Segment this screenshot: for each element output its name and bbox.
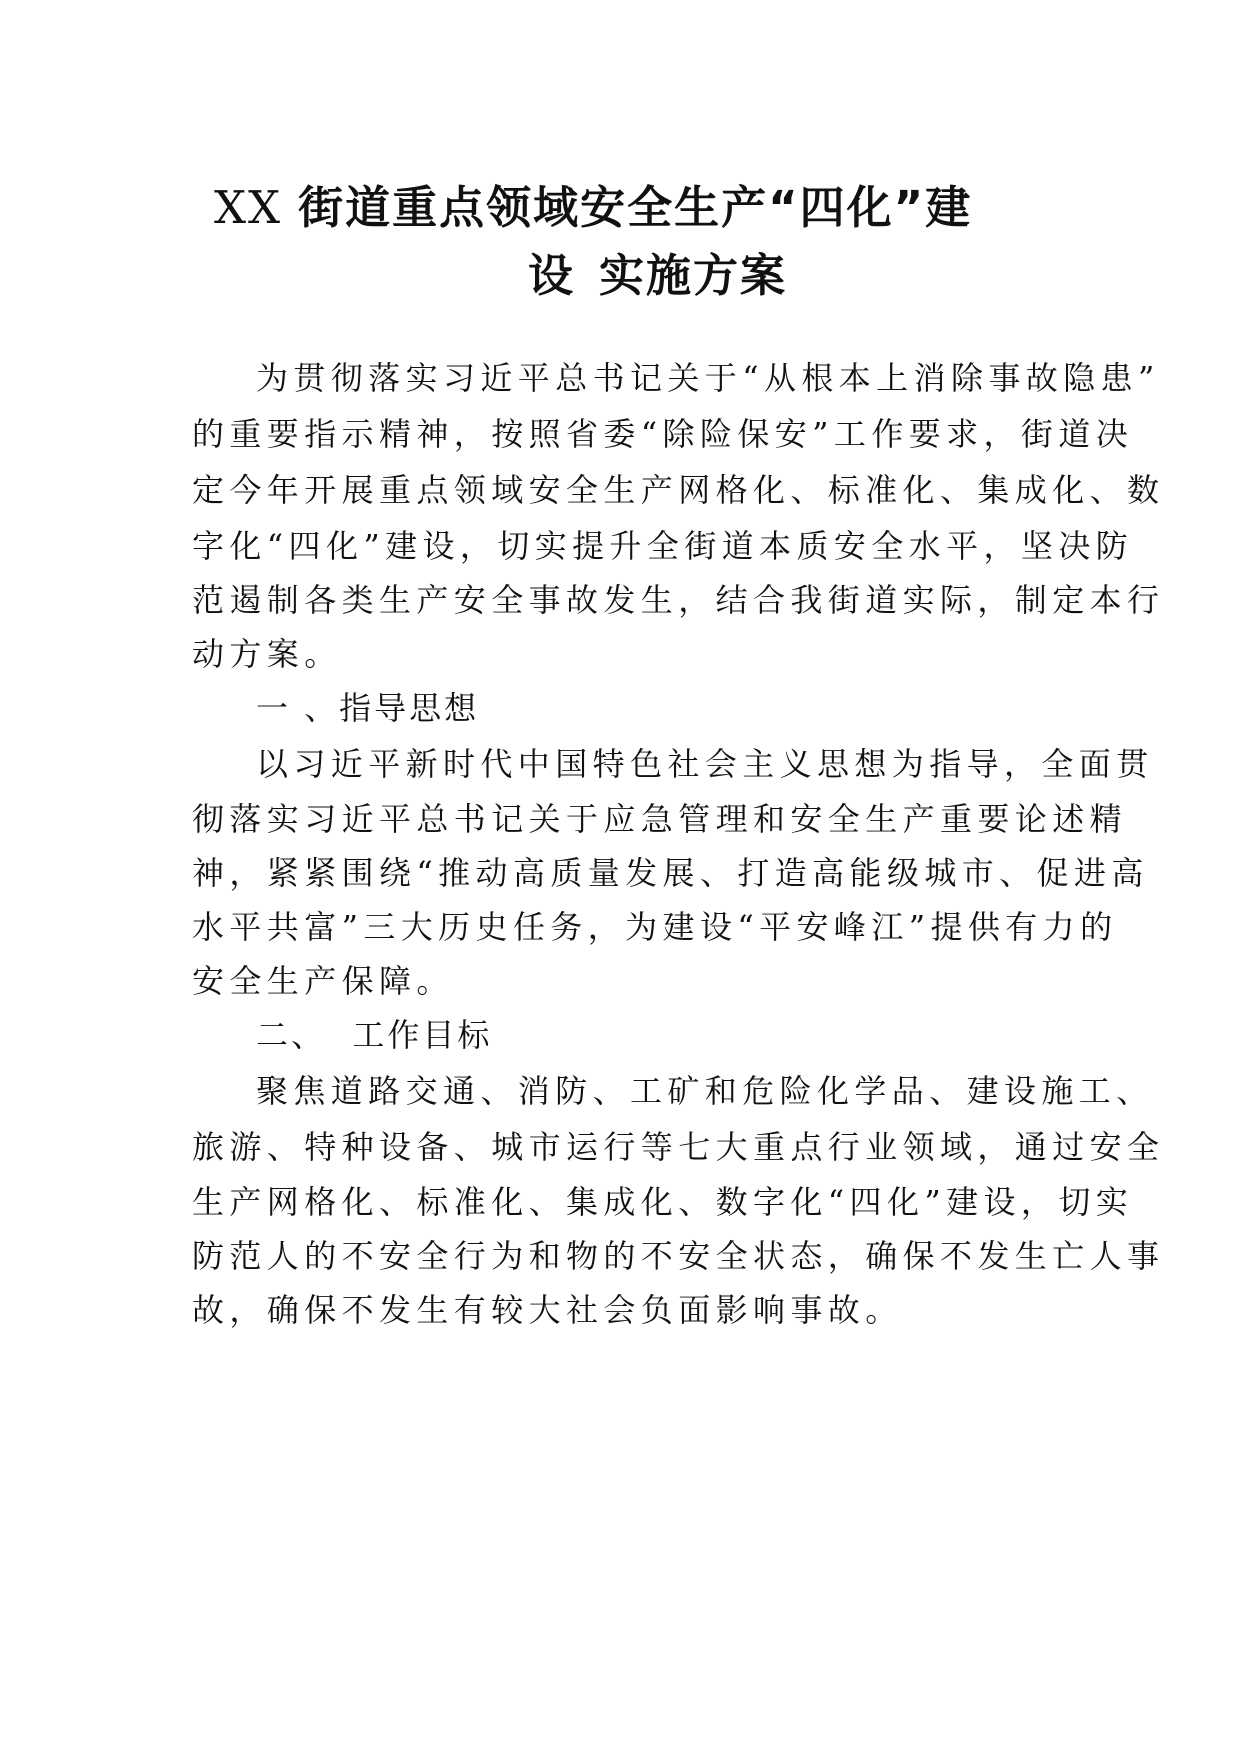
- intro-line: 范遏制各类生产安全事故发生，结合我街道实际，制定本行: [192, 581, 1165, 619]
- intro-line: 定今年开展重点领域安全生产网格化、标准化、集成化、数: [192, 471, 1165, 509]
- section-1-heading: 一 、指导思想: [256, 689, 480, 727]
- section-1-line: 彻落实习近平总书记关于应急管理和安全生产重要论述精: [192, 800, 1128, 838]
- title-prefix: XX: [214, 181, 283, 234]
- section-1-line: 安全生产保障。: [192, 962, 454, 1000]
- section-2-line: 旅游、特种设备、城市运行等七大重点行业领域，通过安全: [192, 1128, 1165, 1166]
- title-text: 街道重点领域安全生产“四化”建: [298, 181, 973, 234]
- section-2-line: 防范人的不安全行为和物的不安全状态，确保不发生亡人事: [192, 1237, 1165, 1275]
- section-1-line: 神，紧紧围绕“推动高质量发展、打造高能级城市、促进高: [192, 854, 1149, 892]
- title-text-part-a: 设: [528, 249, 576, 302]
- section-2-heading: 二、 工作目标: [256, 1016, 493, 1054]
- section-1-line: 以习近平新时代中国特色社会主义思想为指导，全面贯: [256, 745, 1154, 783]
- title-text-part-b: 实施方案: [599, 249, 788, 302]
- section-1-line: 水平共富”三大历史任务，为建设“平安峰江”提供有力的: [192, 908, 1118, 946]
- document-title-line-1: [214, 178, 972, 238]
- intro-line: 动方案。: [192, 635, 342, 673]
- section-2-line: 故，确保不发生有较大社会负面影响事故。: [192, 1291, 903, 1329]
- intro-line: 为贯彻落实习近平总书记关于“从根本上消除事故隐患”: [256, 359, 1160, 397]
- intro-line: 字化“四化”建设，切实提升全街道本质安全水平，坚决防: [192, 527, 1134, 565]
- document-title-line-2: [528, 246, 787, 306]
- section-2-line: 聚焦道路交通、消防、工矿和危险化学品、建设施工、: [256, 1072, 1154, 1110]
- intro-line: 的重要指示精神，按照省委“除险保安”工作要求，街道决: [192, 415, 1134, 453]
- section-2-line: 生产网格化、标准化、集成化、数字化“四化”建设，切实: [192, 1183, 1134, 1221]
